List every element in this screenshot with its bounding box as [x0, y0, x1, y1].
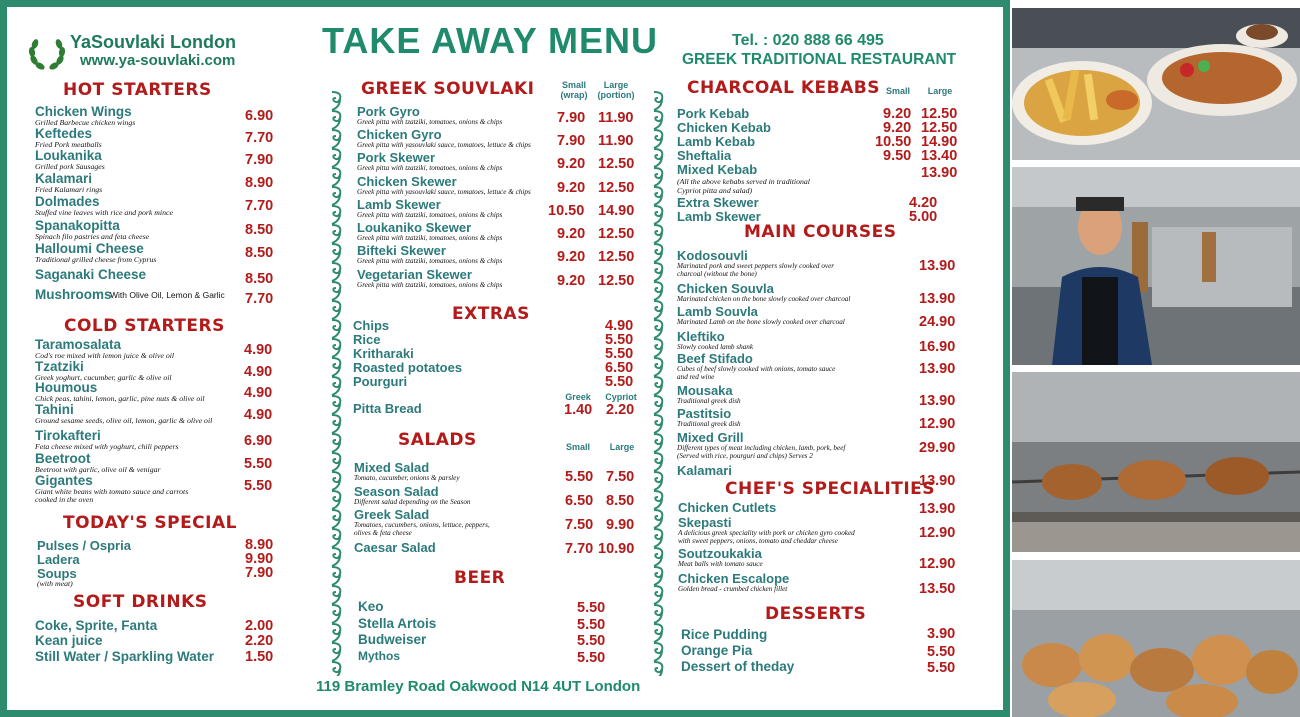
salads-heading: SALADS — [398, 430, 477, 450]
menu-item-price: 11.90 — [598, 110, 634, 126]
page-title: TAKE AWAY MENU — [322, 20, 659, 61]
greek-key-border-right — [650, 90, 666, 676]
menu-item-price: 5.50 — [565, 469, 594, 485]
menu-item-price: 7.70 — [245, 291, 274, 307]
wave-ornament-icon — [650, 90, 666, 676]
menu-item-desc: Tomatoes, cucumbers, onions, lettuce, peppers, — [354, 521, 490, 529]
menu-item-price: 13.90 — [919, 291, 956, 307]
menu-item-name: Mythos — [358, 649, 400, 663]
photo-strip — [1010, 0, 1300, 717]
menu-item-price: 5.50 — [577, 650, 606, 666]
menu-item-price: 29.90 — [919, 440, 956, 456]
menu-item-price: 13.90 — [919, 501, 956, 517]
col-small-label: Small — [561, 80, 586, 90]
menu-item-name: Orange Pia — [681, 643, 753, 658]
menu-item-name: Pork Gyro — [357, 104, 420, 119]
menu-item-name: Chicken Kebab — [677, 120, 771, 135]
menu-item-name: Beef Stifado — [677, 351, 753, 366]
menu-item-name: Vegetarian Skewer — [357, 267, 472, 282]
menu-item-name: Caesar Salad — [354, 540, 436, 555]
menu-item-name: Kodosouvli — [677, 248, 748, 263]
menu-item-desc: Fried Kalamari rings — [35, 185, 103, 194]
menu-item-price: 7.50 — [565, 517, 594, 533]
menu-item-price: 13.90 — [919, 361, 956, 377]
menu-item-name: Pork Kebab — [677, 106, 750, 121]
chefs-specialities-heading: CHEF'S SPECIALITIES — [725, 479, 936, 499]
pitta-cypriot-price: 2.20 — [606, 402, 635, 418]
menu-item-name: Chips — [353, 318, 390, 333]
col-large-label: Large — [603, 80, 629, 90]
menu-item-desc: charcoal (without the bone) — [677, 270, 757, 278]
menu-item-desc: Greek pitta with yasouvlaki sauce, tomatoes, lettuce & chips — [357, 188, 531, 196]
menu-item-desc: Greek pitta with tzatziki, tomatoes, onions & chips — [357, 234, 503, 242]
menu-item-desc: (with meat) — [37, 579, 73, 588]
menu-item-name: Chicken Cutlets — [678, 500, 777, 515]
menu-item-name: Tzatziki — [35, 359, 84, 374]
menu-item-price: 5.50 — [577, 600, 606, 616]
menu-item-desc: with sweet peppers, onions, tomato and cheddar cheese — [678, 537, 838, 545]
menu-item-desc: Traditional greek dish — [677, 397, 741, 405]
menu-item-price: 5.50 — [577, 633, 606, 649]
menu-item-desc: Marinated chicken on the bone slowly cooked over charcoal — [677, 295, 851, 303]
menu-item-price: 12.50 — [921, 106, 958, 122]
menu-item-name: Mixed Salad — [354, 460, 430, 475]
menu-item-name: Still Water / Sparkling Water — [35, 649, 215, 664]
menu-item-name: Pork Skewer — [357, 150, 436, 165]
greek-souvlaki-heading: GREEK SOUVLAKI — [361, 79, 535, 99]
menu-item-price: 11.90 — [598, 133, 634, 149]
menu-item-desc: Greek yoghurt, cucumber, garlic & olive oil — [35, 373, 172, 382]
menu-item-price: 1.50 — [245, 649, 274, 665]
menu-item-name: Keftedes — [35, 126, 93, 141]
kebab-platter-photo — [1012, 8, 1300, 160]
menu-item-price: 5.50 — [577, 617, 606, 633]
phone-number[interactable]: Tel. : 020 888 66 495 — [732, 32, 884, 49]
todays-special-heading: TODAY'S SPECIAL — [63, 513, 237, 533]
menu-item-price: 7.70 — [245, 130, 274, 146]
menu-item-price: 12.90 — [919, 525, 956, 541]
menu-item-desc: Fried Pork meatballs — [35, 140, 102, 149]
menu-item-price: 13.90 — [919, 473, 956, 489]
menu-item-price: 7.90 — [245, 152, 274, 168]
logo — [26, 34, 68, 76]
menu-item-name: Season Salad — [354, 484, 439, 499]
menu-item-name: Kleftiko — [677, 329, 725, 344]
menu-item-desc: Grilled Barbecue chicken wings — [35, 118, 136, 127]
menu-item-price: 5.50 — [605, 374, 634, 390]
menu-item-name: Chicken Souvla — [677, 281, 774, 296]
kebabs-note: (All the above kebabs served in traditional — [677, 177, 810, 186]
menu-item-desc: Golden bread - crumbed chicken fillet — [678, 585, 788, 593]
menu-item-desc: Giant white beans with tomato sauce and carrots — [35, 487, 189, 496]
menu-item-name: Roasted potatoes — [353, 360, 463, 375]
menu-item-desc: cooked in the oven — [35, 495, 94, 504]
menu-item-name: Ladera — [37, 552, 80, 567]
salads-col-small: Small — [565, 442, 590, 452]
grilled-meat-photo — [1012, 560, 1300, 717]
menu-item-name: Lamb Skewer — [357, 197, 441, 212]
menu-item-price: 6.50 — [565, 493, 594, 509]
menu-item-name: Spanakopitta — [35, 218, 120, 233]
menu-item-price: 13.50 — [919, 581, 956, 597]
menu-item-price: 5.50 — [605, 332, 634, 348]
menu-item-name: Kean juice — [35, 633, 103, 648]
menu-item-price: 12.50 — [921, 120, 958, 136]
desserts-heading: DESSERTS — [765, 604, 867, 624]
menu-item-price: 12.90 — [919, 416, 956, 432]
menu-item-name: Pourguri — [353, 374, 408, 389]
menu-item-desc: Grilled pork Sausages — [35, 162, 105, 171]
menu-item-price: 6.90 — [244, 433, 273, 449]
menu-item-price: 13.90 — [919, 393, 956, 409]
menu-item-desc: Marinated Lamb on the bone slowly cooked over charcoal — [677, 318, 845, 326]
menu-item-price: 8.50 — [606, 493, 635, 509]
menu-item-name: Loukanika — [35, 148, 102, 163]
menu-item-price: 5.50 — [605, 346, 634, 362]
menu-item-desc: Greek pitta with tzatziki, tomatoes, onions & chips — [357, 281, 503, 289]
soft-drinks-heading: SOFT DRINKS — [73, 592, 208, 612]
laurel-wreath-icon — [26, 34, 68, 76]
menu-item-name: Taramosalata — [35, 337, 122, 352]
menu-item-price: 9.90 — [245, 551, 274, 567]
menu-item-name: Pastitsio — [677, 406, 732, 421]
chef-at-grill-photo — [1012, 167, 1300, 365]
menu-item-price: 13.40 — [921, 148, 958, 164]
menu-item-name: Chicken Wings — [35, 104, 132, 119]
menu-item-desc: Greek pitta with tzatziki, tomatoes, onions & chips — [357, 257, 503, 265]
menu-item-desc: Ground sesame seeds, olive oil, lemon, garlic & olive oil — [35, 416, 213, 425]
menu-item-price: 5.50 — [244, 456, 273, 472]
menu-item-desc: A delicious greek speciality with pork or chicken gyro cooked — [678, 529, 855, 537]
pitta-col-greek: Greek — [565, 392, 591, 402]
menu-item-price: 4.90 — [605, 318, 634, 334]
menu-item-price: 4.90 — [244, 407, 273, 423]
pitta-bread-name: Pitta Bread — [353, 401, 422, 416]
menu-item-price: 9.20 — [883, 106, 912, 122]
menu-item-name: Kalamari — [35, 171, 93, 186]
menu-item-name: Lamb Kebab — [677, 134, 756, 149]
menu-item-name: Kritharaki — [353, 346, 414, 361]
menu-item-price: 16.90 — [919, 339, 956, 355]
menu-item-desc: Different salad depending on the Season — [354, 498, 471, 506]
menu-item-price: 5.50 — [244, 478, 273, 494]
menu-item-price: 9.90 — [606, 517, 635, 533]
menu-item-name: Lamb Skewer — [677, 209, 761, 224]
kebabs-col-small: Small — [885, 86, 910, 96]
menu-item-name: Mushrooms — [35, 287, 112, 302]
menu-item-desc: Beetroot with garlic, olive oil & venigar — [35, 465, 161, 474]
menu-item-name: Soups — [37, 566, 77, 581]
menu-item-price: 7.50 — [606, 469, 635, 485]
menu-item-name: Keo — [358, 599, 384, 614]
menu-item-name: Soutzoukakia — [678, 546, 762, 561]
menu-item-price: 7.70 — [565, 541, 594, 557]
menu-item-desc: Greek pitta with tzatziki, tomatoes, onions & chips — [357, 211, 503, 219]
menu-item-desc: and red wine — [677, 373, 715, 381]
menu-item-desc: Different types of meat including chicken, lamb, pork, beef — [677, 444, 846, 452]
menu-item-price: 7.70 — [245, 198, 274, 214]
menu-item-name: Mousaka — [677, 383, 733, 398]
menu-item-name: Rice Pudding — [681, 627, 768, 642]
menu-item-name: Loukaniko Skewer — [357, 220, 472, 235]
menu-item-price: 24.90 — [919, 314, 956, 330]
menu-item-price: 5.50 — [927, 660, 956, 676]
menu-item-desc: Traditional grilled cheese from Cyprus — [35, 255, 157, 264]
menu-item-price: 9.20 — [557, 226, 586, 242]
menu-item-desc: Cod's roe mixed with lemon juice & olive oil — [35, 351, 175, 360]
menu-item-name: Chicken Escalope — [678, 571, 790, 586]
menu-item-price: 6.90 — [245, 108, 274, 124]
menu-item-name: Tirokafteri — [35, 428, 101, 443]
menu-item-desc: Feta cheese mixed with yoghurt, chili peppers — [35, 442, 179, 451]
restaurant-tagline: GREEK TRADITIONAL RESTAURANT — [682, 51, 957, 68]
hot-starters-heading: HOT STARTERS — [63, 80, 212, 100]
extras-heading: EXTRAS — [452, 304, 530, 324]
menu-item-price: 4.90 — [244, 364, 273, 380]
charcoal-kebabs-heading: CHARCOAL KEBABS — [687, 78, 880, 98]
menu-item-name: Dessert of theday — [681, 659, 795, 674]
col-small-sublabel: (wrap) — [560, 90, 588, 100]
menu-item-price: 10.50 — [548, 203, 585, 219]
menu-item-price: 9.20 — [557, 249, 586, 265]
menu-item-name: Extra Skewer — [677, 195, 759, 210]
menu-item-desc: Slowly cooked lamb shank — [677, 343, 754, 351]
menu-item-price: 4.20 — [909, 195, 938, 211]
menu-item-name: Chicken Skewer — [357, 174, 457, 189]
menu-item-price: 12.50 — [598, 249, 635, 265]
menu-item-price: 13.90 — [919, 258, 956, 274]
menu-item-name: Dolmades — [35, 194, 100, 209]
menu-item-name: Mixed Kebab — [677, 162, 758, 177]
menu-item-name: Coke, Sprite, Fanta — [35, 618, 158, 633]
souvlaki-col-large — [594, 80, 638, 100]
menu-item-name: Sheftalia — [677, 148, 732, 163]
menu-item-desc: Cubes of beef slowly cooked with onions, tomato sauce — [677, 365, 836, 373]
pitta-col-cypriot: Cypriot — [605, 392, 637, 402]
menu-item-price: 12.50 — [598, 156, 635, 172]
menu-item-name: Greek Salad — [354, 507, 430, 522]
menu-item-desc: Tomato, cucumber, onions & parsley — [354, 474, 460, 482]
souvlaki-col-small — [556, 80, 592, 100]
menu-item-desc: Marinated pork and sweet peppers slowly cooked over — [677, 262, 835, 270]
menu-item-price: 12.50 — [598, 226, 635, 242]
wave-ornament-icon — [328, 90, 344, 676]
menu-item-price: 9.50 — [883, 148, 912, 164]
greek-key-border-left — [328, 90, 344, 676]
menu-item-price: 9.20 — [557, 180, 586, 196]
menu-item-price: 7.90 — [557, 133, 586, 149]
menu-item-price: 13.90 — [921, 165, 958, 181]
menu-item-price: 7.90 — [245, 565, 274, 581]
menu-item-price: 2.00 — [245, 618, 274, 634]
menu-item-desc: (Served with rice, pourguri and chips) Serves 2 — [677, 452, 813, 460]
menu-item-price: 3.90 — [927, 626, 956, 642]
menu-item-name: Skepasti — [678, 515, 732, 530]
menu-item-desc: Chick peas, tahini, lemon, garlic, pine nuts & olive oil — [35, 394, 205, 403]
salads-col-large: Large — [609, 442, 635, 452]
menu-item-name: Chicken Gyro — [357, 127, 442, 142]
menu-item-name: Bifteki Skewer — [357, 243, 446, 258]
menu-item-price: 4.90 — [244, 342, 273, 358]
menu-item-price: 10.90 — [598, 541, 635, 557]
menu-item-desc: Greek pitta with tzatziki, tomatoes, onions & chips — [357, 164, 503, 172]
menu-item-name: Rice — [353, 332, 381, 347]
menu-item-desc: Traditional greek dish — [677, 420, 741, 428]
menu-item-name: Saganaki Cheese — [35, 267, 147, 282]
menu-item-price: 8.90 — [245, 175, 274, 191]
kebabs-note-2: Cypriot pitta and salad) — [677, 186, 753, 195]
menu-item-price: 2.20 — [245, 633, 274, 649]
menu-item-price: 8.90 — [245, 537, 274, 553]
menu-item-name: Tahini — [35, 402, 74, 417]
address: 119 Bramley Road Oakwood N14 4UT London — [316, 678, 641, 695]
kebabs-col-large: Large — [927, 86, 953, 96]
menu-item-price: 9.20 — [557, 273, 586, 289]
menu-item-price: 5.50 — [927, 644, 956, 660]
menu-item-price: 8.50 — [245, 245, 274, 261]
menu-item-price: 4.90 — [244, 385, 273, 401]
menu-item-name: Lamb Souvla — [677, 304, 758, 319]
cold-starters-heading: COLD STARTERS — [64, 316, 225, 336]
menu-item-price: 10.50 — [875, 134, 912, 150]
brand-name: YaSouvlaki London — [70, 32, 237, 52]
menu-item-price: 9.20 — [883, 120, 912, 136]
menu-item-name: Pulses / Ospria — [37, 538, 131, 553]
menu-item-desc: olives & feta cheese — [354, 529, 412, 537]
menu-item-price: 6.50 — [605, 360, 634, 376]
menu-item-price: 5.00 — [909, 209, 938, 225]
menu-item-price: 12.50 — [598, 273, 635, 289]
menu-item-price: 12.90 — [919, 556, 956, 572]
menu-item-price: 14.90 — [921, 134, 958, 150]
menu-item-desc: With Olive Oil, Lemon & Garlic — [110, 290, 225, 300]
menu-item-desc: Meat balls with tomato sauce — [678, 560, 763, 568]
menu-item-name: Mixed Grill — [677, 430, 744, 445]
pitta-greek-price: 1.40 — [564, 402, 593, 418]
menu-item-desc: Greek pitta with yasouvlaki sauce, tomatoes, lettuce & chips — [357, 141, 531, 149]
menu-item-name: Houmous — [35, 380, 98, 395]
menu-item-price: 12.50 — [598, 180, 635, 196]
main-courses-heading: MAIN COURSES — [744, 222, 897, 242]
menu-item-desc: Greek pitta with tzatziki, tomatoes, onions & chips — [357, 118, 503, 126]
menu-item-name: Budweiser — [358, 632, 427, 647]
menu-item-price: 8.50 — [245, 271, 274, 287]
menu-item-desc: Stuffed vine leaves with rice and pork mince — [35, 208, 173, 217]
menu-item-name: Beetroot — [35, 451, 91, 466]
menu-item-name: Stella Artois — [358, 616, 437, 631]
rotisserie-photo — [1012, 372, 1300, 552]
col-large-sublabel: (portion) — [597, 90, 635, 100]
beer-heading: BEER — [454, 568, 506, 588]
menu-item-price: 8.50 — [245, 222, 274, 238]
menu-item-price: 14.90 — [598, 203, 635, 219]
menu-item-name: Halloumi Cheese — [35, 241, 144, 256]
brand-website[interactable]: www.ya-souvlaki.com — [80, 52, 236, 69]
menu-item-price: 9.20 — [557, 156, 586, 172]
menu-item-name: Kalamari — [677, 463, 732, 478]
menu-item-desc: Spinach filo pastries and feta cheese — [35, 232, 150, 241]
menu-item-name: Gigantes — [35, 473, 93, 488]
menu-item-price: 7.90 — [557, 110, 586, 126]
